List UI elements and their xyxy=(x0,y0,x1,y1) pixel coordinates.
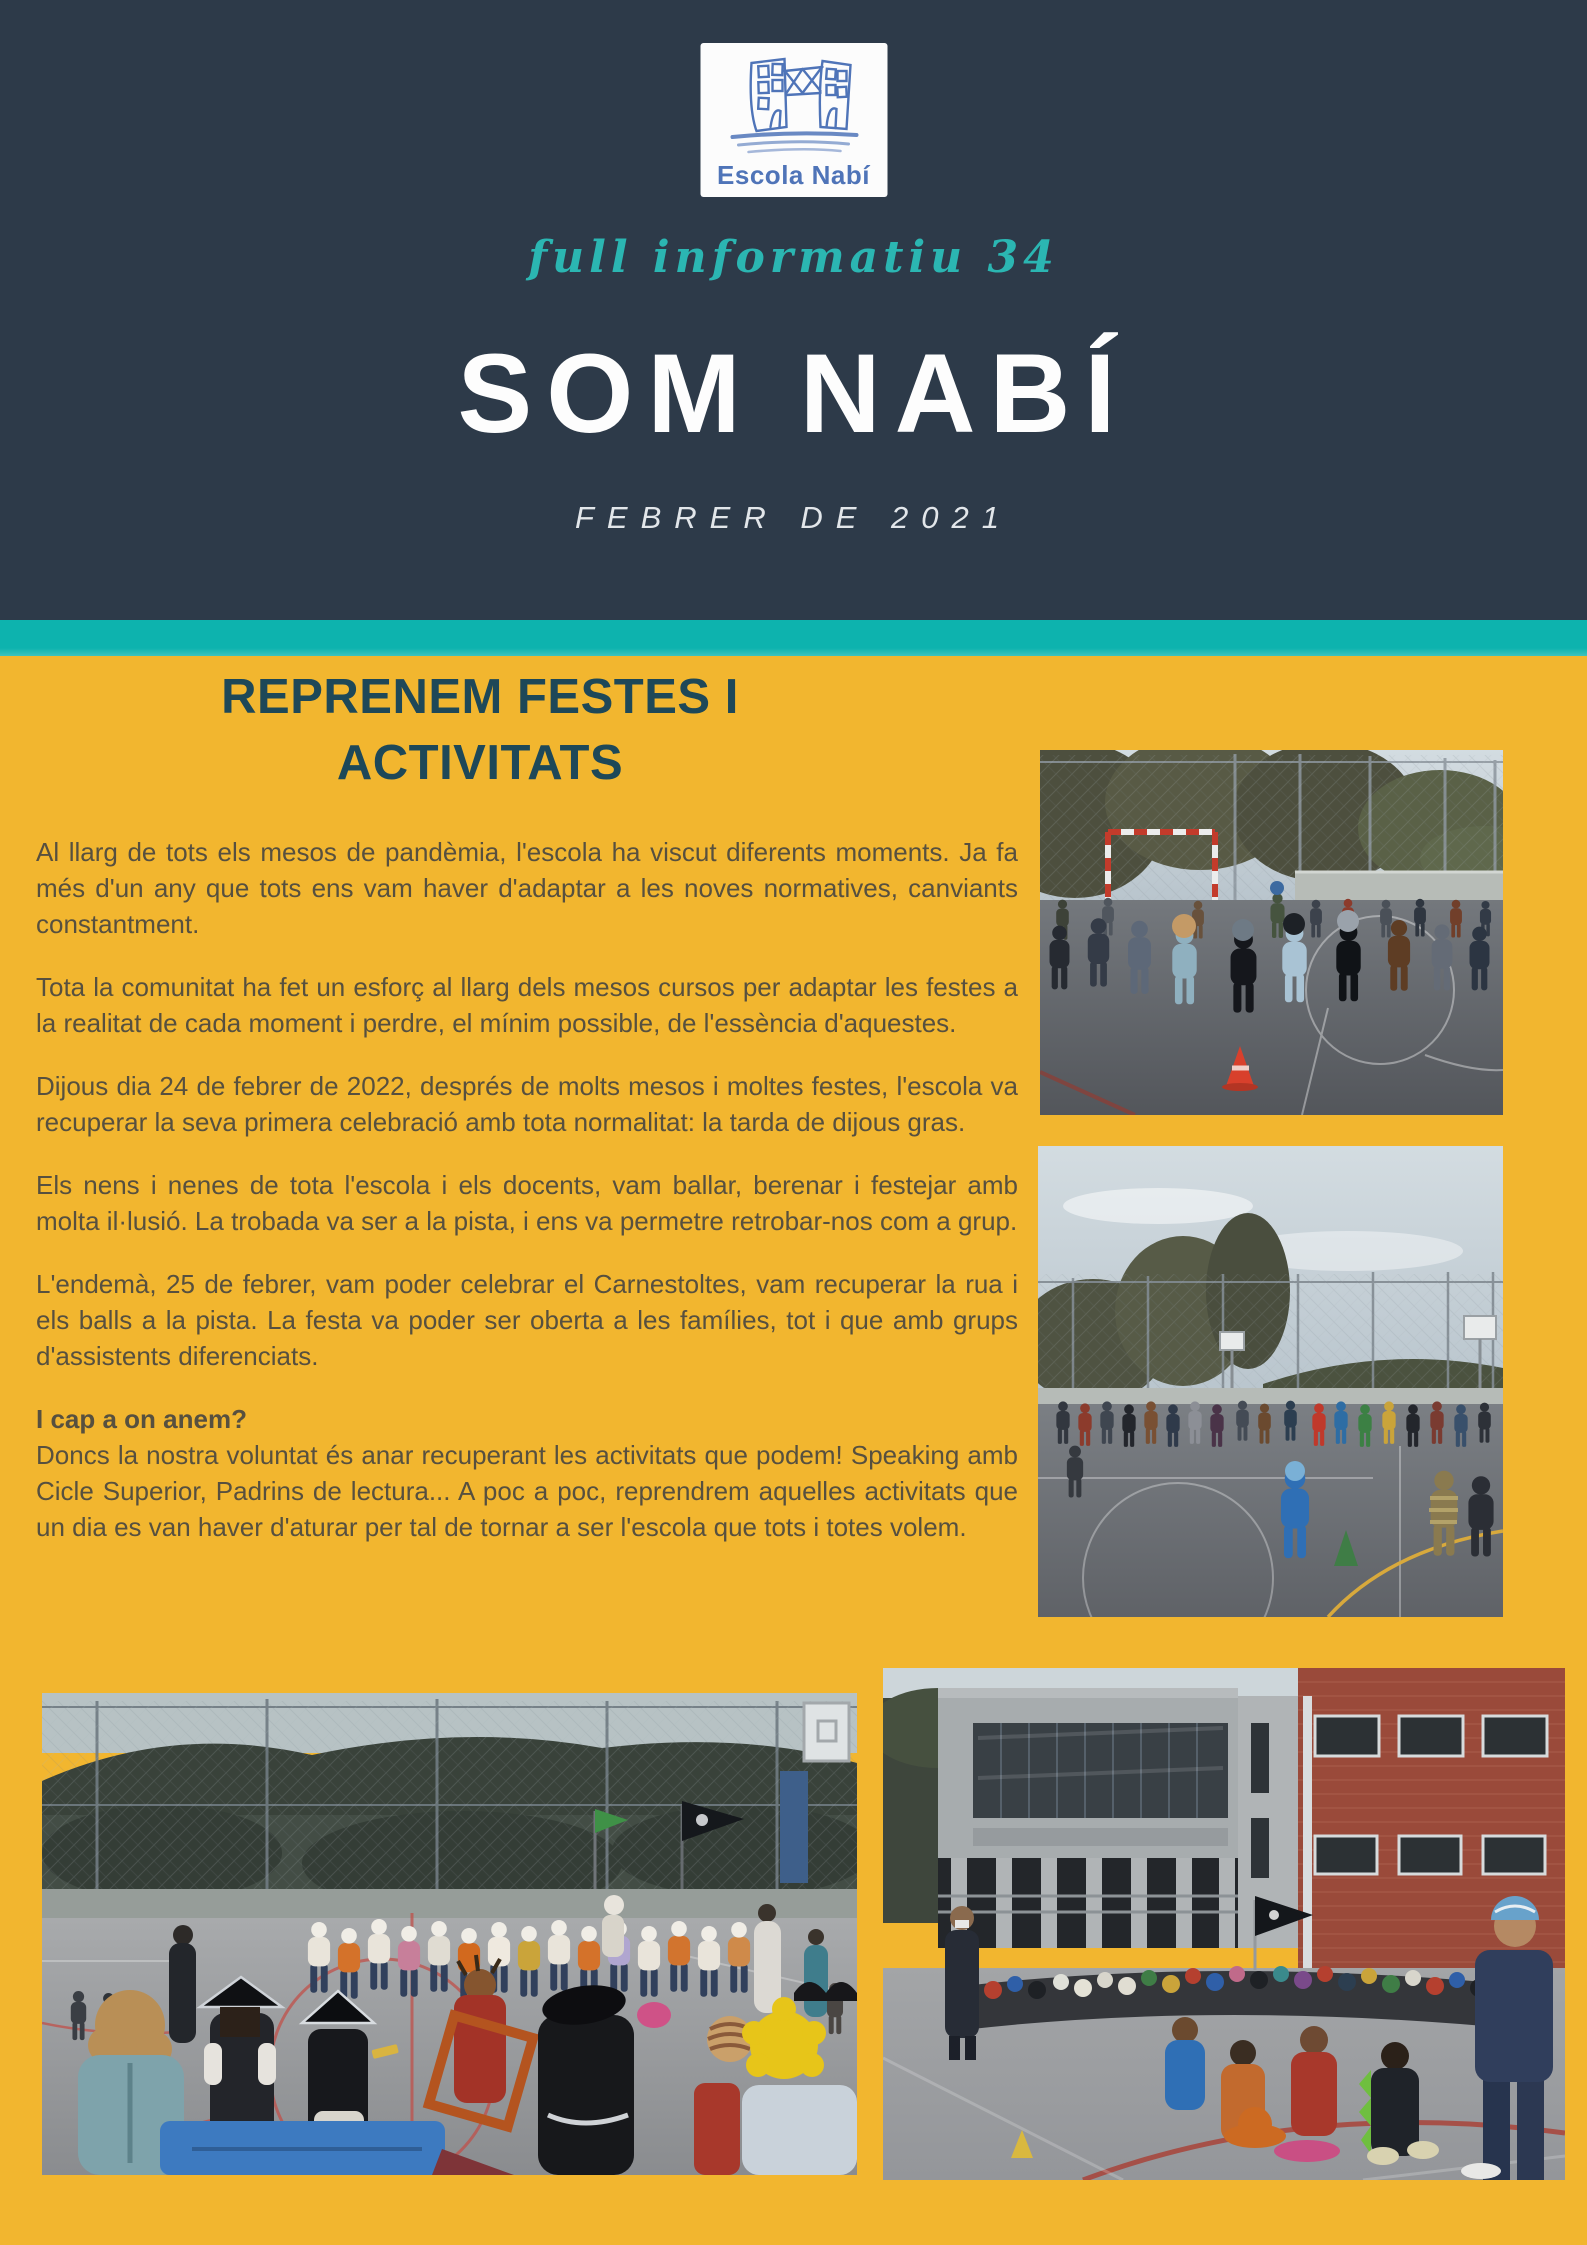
body-paragraph: Els nens i nenes de tota l'escola i els docents, vam ballar, berenar i festejar amb molta il·lusió. La trobada va ser a la pista, i ens va permetre retrobar-nos com a grup. xyxy=(36,1170,1018,1236)
body-paragraph: L'endemà, 25 de febrer, vam poder celebrar el Carnestoltes, vam recuperar la rua i els balls a la pista. La festa va poder ser oberta a les famílies, tot i que amb grups d'assistents diferenciats. xyxy=(36,1269,1018,1371)
question-subheading: I cap a on anem? xyxy=(36,1404,247,1434)
article-heading xyxy=(0,664,960,796)
school-logo-label: Escola Nabí xyxy=(717,160,870,190)
school-logo xyxy=(700,43,887,197)
issue-date: FEBRER DE 2021 xyxy=(575,500,1012,535)
photo-playground-gathering xyxy=(1038,1146,1503,1617)
body-paragraph: Tota la comunitat ha fet un esforç al llarg dels mesos cursos per adaptar les festes a la realitat de cada moment i perdre, el mínim possible, de l'essència d'aquestes. xyxy=(36,972,1018,1038)
teal-divider xyxy=(0,620,1587,656)
photo-circle-dance xyxy=(1040,750,1503,1115)
body-paragraph: Doncs la nostra voluntat és anar recuperant les activitats que podem! Speaking amb Cicle Superior, Padrins de lectura... A poc a poc, reprendrem aquelles activitats que un dia es van haver d'aturar per tal de tornar a ser l'escola que tots i totes volem. xyxy=(36,1440,1018,1542)
photo-school-building-crowd xyxy=(883,1668,1565,2180)
body-paragraph: Dijous dia 24 de febrer de 2022, després de molts mesos i moltes festes, l'escola va recuperar la seva primera celebració amb tota normalitat: la tarda de dijous gras. xyxy=(36,1071,1018,1137)
article-heading-line2: ACTIVITATS xyxy=(336,736,624,790)
header xyxy=(0,0,1587,620)
school-logo-icon xyxy=(719,49,869,159)
article-body xyxy=(36,834,1018,1572)
article-heading-line1: REPRENEM FESTES I xyxy=(221,670,739,724)
body-paragraph: Al llarg de tots els mesos de pandèmia, l'escola ha viscut diferents moments. Ja fa més d'un any que tots ens vam haver d'adaptar a les noves normatives, canviants constantment. xyxy=(36,837,1018,939)
issue-kicker: full informatiu 34 xyxy=(528,232,1059,283)
newsletter-title: SOM NABÍ xyxy=(457,331,1130,456)
photo-carnival-parade xyxy=(42,1693,857,2175)
